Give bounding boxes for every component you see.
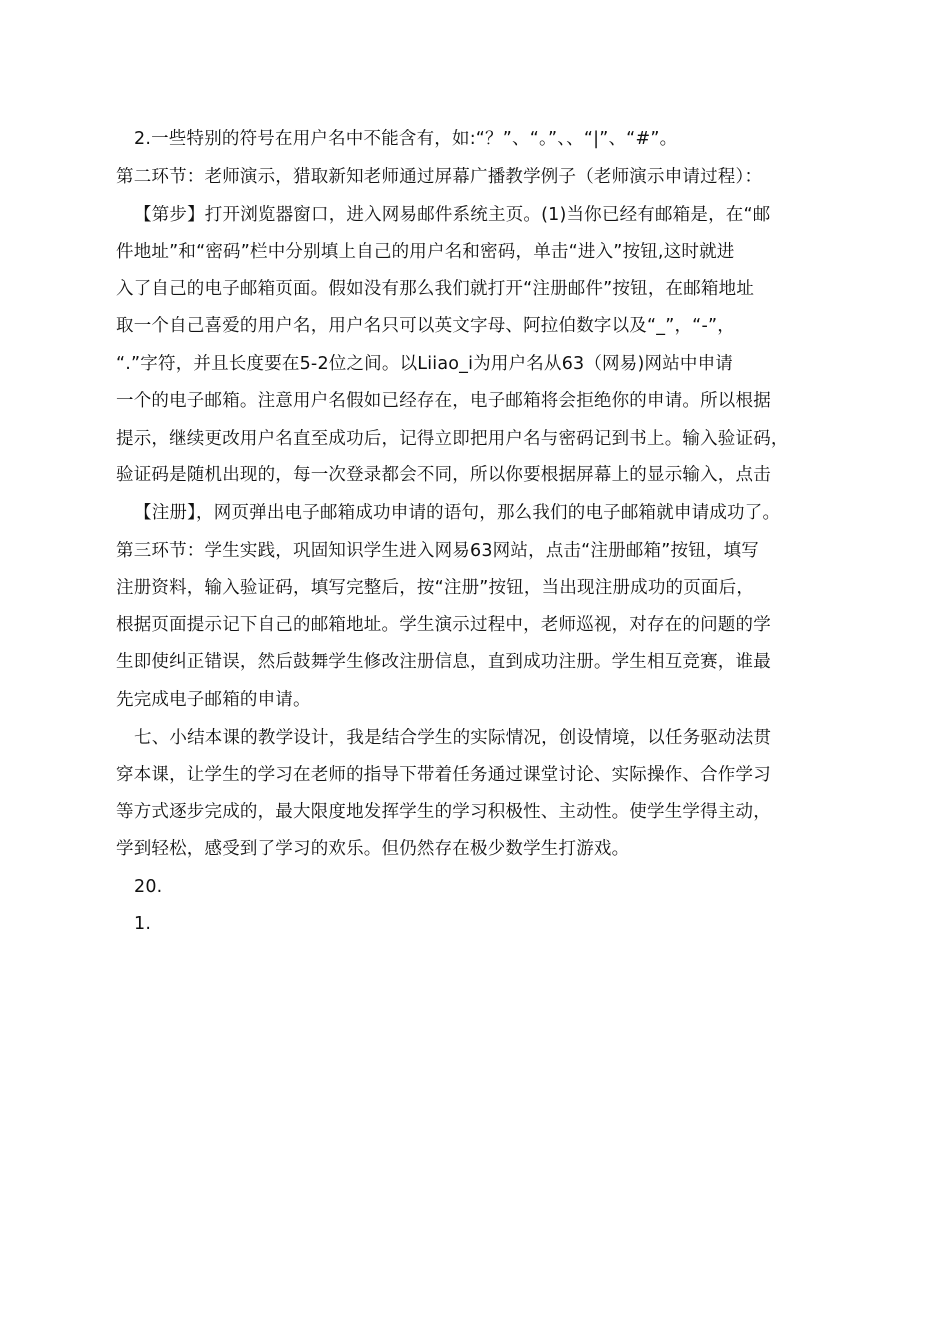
text-line: 1. bbox=[134, 914, 152, 934]
text-line: 学到轻松，感受到了学习的欢乐。但仍然存在极少数学生打游戏。 bbox=[116, 839, 630, 859]
text-line: 第二环节：老师演示，猎取新知老师通过屏幕广播教学例子（老师演示申请过程）： bbox=[116, 167, 763, 187]
text-line: 根据页面提示记下自己的邮箱地址。学生演示过程中，老师巡视，对存在的问题的学 bbox=[116, 615, 771, 635]
text-line: 七、小结本课的教学设计，我是结合学生的实际情况，创设情境，以任务驱动法贯 bbox=[134, 728, 772, 748]
text-line: 等方式逐步完成的，最大限度地发挥学生的学习积极性、主动性。使学生学得主动， bbox=[116, 802, 771, 822]
text-line: 先完成电子邮箱的申请。 bbox=[116, 690, 311, 710]
text-line: 件地址”和“密码”栏中分别填上自己的用户名和密码，单击“进入”按钮,这时就进 bbox=[116, 242, 735, 262]
text-line: 第三环节：学生实践，巩固知识学生进入网易63网站，点击“注册邮箱”按钮，填写 bbox=[116, 541, 759, 561]
text-line: 2.一些特别的符号在用户名中不能含有，如:“？”、“。”、、“|”、“#”。 bbox=[134, 129, 678, 149]
text-line: 取一个自己喜爱的用户名，用户名只可以英文字母、阿拉伯数字以及“_”，“-”， bbox=[116, 316, 735, 336]
text-line: 注册资料，输入验证码，填写完整后，按“注册”按钮，当出现注册成功的页面后， bbox=[116, 578, 755, 598]
text-line: 提示，继续更改用户名直至成功后，记得立即把用户名与密码记到书上。输入验证码， bbox=[116, 429, 789, 449]
text-line: 验证码是随机出现的，每一次登录都会不同，所以你要根据屏幕上的显示输入，点击 bbox=[116, 465, 771, 485]
text-line: 入了自己的电子邮箱页面。假如没有那么我们就打开“注册邮件”按钮，在邮箱地址 bbox=[116, 279, 755, 299]
text-line: 20. bbox=[134, 877, 163, 897]
text-line: “.”字符，并且长度要在5-2位之间。以Liiao_i为用户名从63（网易)网站中申请 bbox=[116, 354, 733, 374]
text-line: 【注册】，网页弹出电子邮箱成功申请的语句，那么我们的电子邮箱就申请成功了。 bbox=[134, 503, 781, 523]
text-line: 生即使纠正错误，然后鼓舞学生修改注册信息，直到成功注册。学生相互竞赛，谁最 bbox=[116, 652, 771, 672]
text-line: 【第步】打开浏览器窗口，进入网易邮件系统主页。(1)当你已经有邮箱是，在“邮 bbox=[134, 205, 771, 225]
text-line: 一个的电子邮箱。注意用户名假如已经存在，电子邮箱将会拒绝你的申请。所以根据 bbox=[116, 391, 771, 411]
text-line: 穿本课，让学生的学习在老师的指导下带着任务通过课堂讨论、实际操作、合作学习 bbox=[116, 765, 771, 785]
